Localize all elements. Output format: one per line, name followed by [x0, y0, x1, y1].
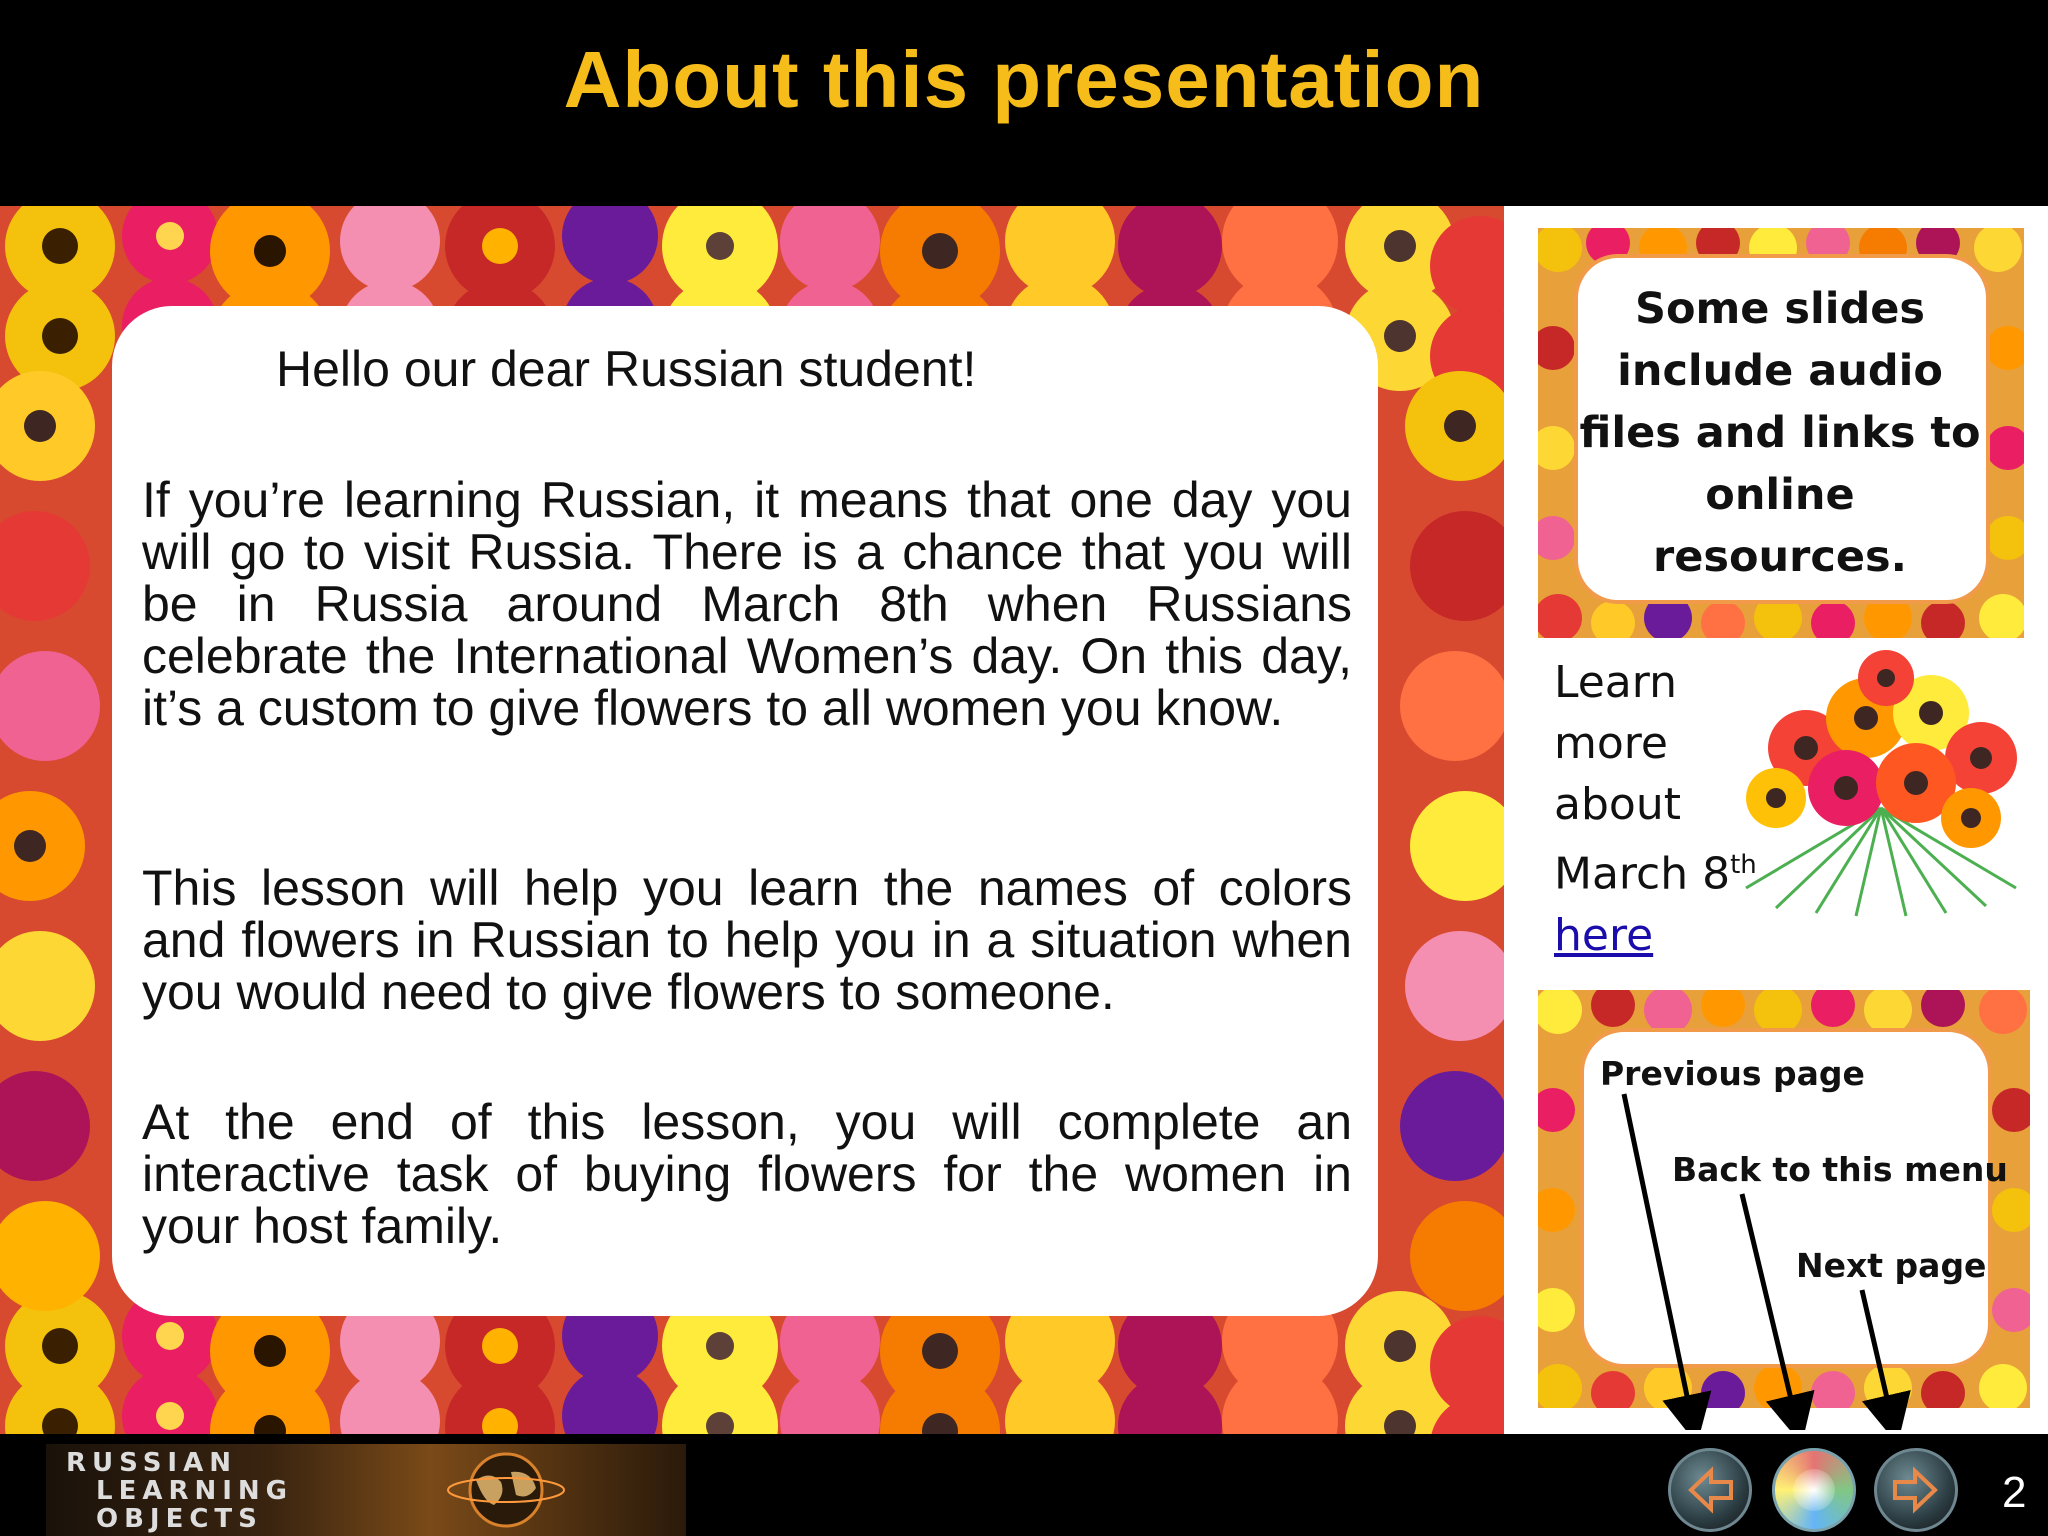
back-to-menu-label: Back to this menu	[1672, 1150, 2008, 1189]
learn-line-3: about	[1554, 779, 1681, 830]
globe-icon	[446, 1450, 566, 1530]
page-number: 2	[2002, 1468, 2027, 1517]
flower-bouquet-image	[1716, 648, 2046, 918]
previous-page-label: Previous page	[1600, 1054, 1865, 1093]
next-page-label: Next page	[1796, 1246, 1987, 1285]
title-bar	[0, 0, 2048, 206]
arrow-left-icon	[1671, 1451, 1749, 1529]
intro-paragraph: If you’re learning Russian, it means that one day you will go to visit Russia. There is a chance that you will be in Russia around March 8th when Russians celebrate the International Women’s day. On this day, it’s a custom to give flowers to all women you know.	[142, 472, 1352, 736]
next-arrow-pointer	[1862, 1290, 1892, 1420]
learn-date-text: March 8	[1554, 848, 1731, 900]
logo-line-1: RUSSIAN	[66, 1448, 237, 1478]
next-page-button[interactable]	[1874, 1448, 1958, 1532]
greeting-heading: Hello our dear Russian student!	[276, 341, 977, 397]
previous-arrow-pointer	[1624, 1094, 1692, 1420]
learn-date-suffix: th	[1730, 850, 1757, 880]
logo-line-3: OBJECTS	[96, 1504, 263, 1534]
task-paragraph: At the end of this lesson, you will complete an interactive task of buying flowers for the women in your host family.	[142, 1094, 1352, 1254]
menu-button[interactable]	[1772, 1448, 1856, 1532]
menu-orb-icon	[1793, 1469, 1835, 1511]
logo-line-2: LEARNING	[96, 1476, 294, 1506]
march-8-link[interactable]: here	[1554, 909, 1654, 961]
learn-line-1: Learn	[1554, 657, 1677, 708]
arrow-right-icon	[1877, 1451, 1955, 1529]
nav-help-arrows	[1600, 1090, 1920, 1430]
slide-title: About this presentation	[563, 35, 1485, 124]
logo	[46, 1444, 686, 1536]
previous-page-button[interactable]	[1668, 1448, 1752, 1532]
lesson-paragraph: This lesson will help you learn the names of colors and flowers in Russian to help you in a situation when you would need to give flowers to someone.	[142, 860, 1352, 1020]
info-note-text: Some slides include audio files and links to online resources.	[1579, 284, 1981, 582]
menu-arrow-pointer	[1742, 1194, 1796, 1420]
learn-line-2: more	[1554, 718, 1668, 769]
